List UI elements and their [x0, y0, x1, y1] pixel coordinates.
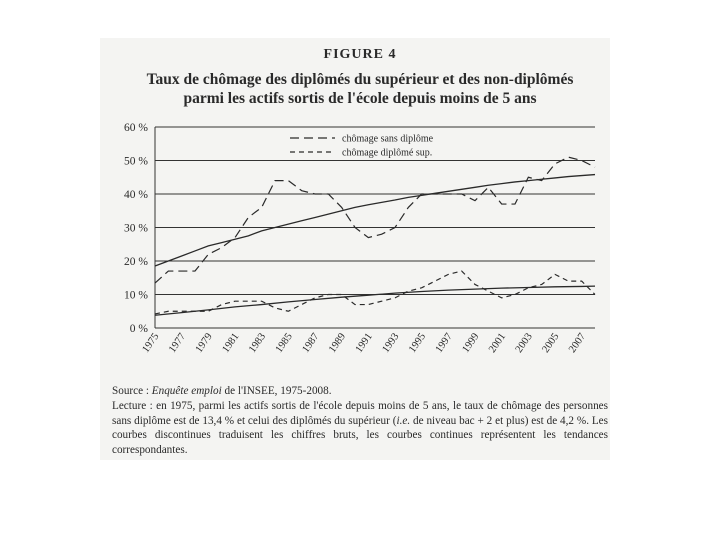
series-line-0	[155, 157, 595, 283]
x-tick-label: 2003	[513, 331, 535, 355]
series-line-1	[155, 175, 595, 266]
legend-label: chômage sans diplôme	[342, 133, 434, 145]
y-tick-label: 40 %	[124, 189, 148, 201]
x-tick-label: 1997	[433, 331, 455, 355]
y-tick-label: 30 %	[124, 222, 148, 235]
x-axis	[140, 331, 588, 355]
caption	[112, 384, 608, 458]
x-tick-label: 1999	[460, 331, 482, 355]
x-tick-label: 1995	[407, 331, 429, 355]
x-tick-label: 1985	[273, 331, 295, 355]
x-tick-label: 1977	[167, 331, 189, 355]
lecture-text: Lecture : en 1975, parmi les actifs sortis de l'école depuis moins de 5 ans, le taux de chômage des personnes sans diplôme est de 13,4 % et celui des diplômés du supérieur (i.e. de niveau bac + 2 et plus) est de 4,2 %. Les courbes discontinues traduisent les chiffres bruts, les courbes continues représentent les tendances correspondantes.	[112, 399, 609, 457]
figure-label: FIGURE 4	[323, 47, 397, 62]
y-axis	[124, 122, 155, 335]
x-tick-label: 2007	[567, 331, 589, 355]
title-line-2: parmi les actifs sortis de l'école depuis moins de 5 ans	[183, 90, 537, 107]
source-line: Source : Enquête emploi de l'INSEE, 1975-2008.	[112, 385, 332, 397]
series-line-2	[155, 271, 595, 314]
x-tick-label: 1993	[380, 331, 402, 355]
legend	[290, 134, 434, 159]
x-tick-label: 1975	[140, 331, 162, 355]
x-tick-label: 2001	[487, 331, 509, 355]
x-tick-label: 1981	[220, 331, 242, 355]
x-tick-label: 1979	[193, 331, 215, 355]
x-tick-label: 2005	[540, 331, 562, 355]
series-line-3	[155, 286, 595, 315]
y-tick-label: 50 %	[124, 155, 148, 168]
x-tick-label: 1989	[327, 331, 349, 355]
legend-label: chômage diplômé sup.	[342, 147, 433, 159]
y-tick-label: 20 %	[124, 256, 148, 268]
x-tick-label: 1991	[353, 331, 375, 355]
y-tick-label: 10 %	[124, 289, 148, 302]
y-tick-label: 60 %	[124, 122, 148, 134]
title-line-1: Taux de chômage des diplômés du supérieur et des non-diplômés	[146, 71, 574, 88]
y-tick-label: 0 %	[129, 323, 148, 335]
series-lines	[155, 157, 595, 315]
x-tick-label: 1987	[300, 331, 322, 355]
x-tick-label: 1983	[247, 331, 269, 355]
